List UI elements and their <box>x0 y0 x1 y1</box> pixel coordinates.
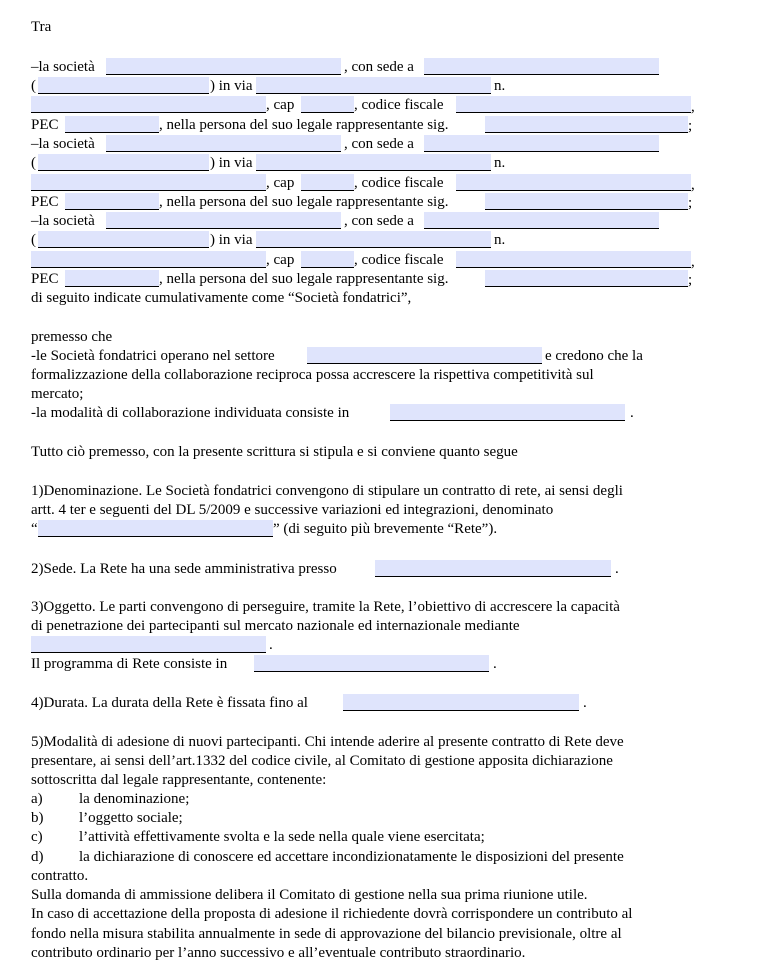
via-label: ) in via <box>210 78 253 94</box>
party-prefix: –la società <box>31 136 95 152</box>
tax-code-label: , codice fiscale <box>354 97 444 113</box>
number-label: n. <box>494 78 506 94</box>
period: . <box>583 695 587 711</box>
comma: , <box>691 99 695 115</box>
open-paren: ( <box>31 232 36 248</box>
cap-field[interactable] <box>301 96 354 113</box>
cap-label: , cap <box>266 252 295 268</box>
comma: , <box>691 254 695 270</box>
company-name-field[interactable] <box>106 58 341 75</box>
city-field[interactable] <box>424 135 659 152</box>
sede-label: , con sede a <box>344 213 414 229</box>
duration-date-field[interactable] <box>343 694 579 711</box>
city-field[interactable] <box>424 212 659 229</box>
programma-label: Il programma di Rete consiste in <box>31 656 228 672</box>
open-paren: ( <box>31 155 36 171</box>
number-label: n. <box>494 155 506 171</box>
semicolon: ; <box>688 118 693 134</box>
list-item-text: la denominazione; <box>79 791 190 807</box>
sector-field[interactable] <box>307 347 542 364</box>
cap-field[interactable] <box>301 174 354 191</box>
art2-text: 2)Sede. La Rete ha una sede amministrativa presso <box>31 561 337 577</box>
period: . <box>630 405 634 421</box>
list-item-text: la dichiarazione di conoscere ed accettare incondizionatamente le disposizioni del presente <box>79 849 624 865</box>
intro-text: Tra <box>31 19 52 35</box>
art5-line-2: presentare, ai sensi dell’art.1332 del codice civile, al Comitato di gestione apposita dichiarazione <box>31 753 613 769</box>
semicolon: ; <box>688 272 693 288</box>
premesso-line-2: formalizzazione della collaborazione reciproca possa accrescere la rispettiva competitività sul <box>31 367 594 383</box>
cap-label: , cap <box>266 175 295 191</box>
art3-line-1: 3)Oggetto. Le parti convengono di perseguire, tramite la Rete, l’obiettivo di accrescere la capacità <box>31 599 620 615</box>
via-label: ) in via <box>210 155 253 171</box>
street-number-field[interactable] <box>31 251 266 268</box>
list-item-text: l’oggetto sociale; <box>79 810 183 826</box>
pec-label: PEC <box>31 271 59 287</box>
premesso-heading: premesso che <box>31 329 113 345</box>
city-field[interactable] <box>424 58 659 75</box>
semicolon: ; <box>688 195 693 211</box>
number-label: n. <box>494 232 506 248</box>
art3-line-2: di penetrazione dei partecipanti sul mercato nazionale ed internazionale mediante <box>31 618 520 634</box>
tax-code-label: , codice fiscale <box>354 252 444 268</box>
period: . <box>493 656 497 672</box>
street-field[interactable] <box>256 154 491 171</box>
party-prefix: –la società <box>31 59 95 75</box>
pec-label: PEC <box>31 194 59 210</box>
street-number-field[interactable] <box>31 174 266 191</box>
period: . <box>269 637 273 653</box>
province-field[interactable] <box>38 77 209 94</box>
tax-code-label: , codice fiscale <box>354 175 444 191</box>
admin-office-field[interactable] <box>375 560 611 577</box>
settore-prefix: -le Società fondatrici operano nel settore <box>31 348 275 364</box>
pec-label: PEC <box>31 117 59 133</box>
accettazione-line-2: fondo nella misura stabilita annualmente in sede di approvazione del bilancio previsionale, oltre al <box>31 926 622 942</box>
domanda-text: Sulla domanda di ammissione delibera il Comitato di gestione nella sua prima riunione utile. <box>31 887 588 903</box>
via-label: ) in via <box>210 232 253 248</box>
program-field[interactable] <box>254 655 489 672</box>
province-field[interactable] <box>38 154 209 171</box>
tax-code-field[interactable] <box>456 174 691 191</box>
province-field[interactable] <box>38 231 209 248</box>
list-item-label: b) <box>31 810 44 826</box>
tax-code-field[interactable] <box>456 251 691 268</box>
representative-label: , nella persona del suo legale rappresentante sig. <box>159 194 449 210</box>
modalita-label: -la modalità di collaborazione individuata consiste in <box>31 405 350 421</box>
settore-suffix: e credono che la <box>545 348 643 364</box>
art1-close: ” (di seguito più brevemente “Rete”). <box>273 521 498 537</box>
collaboration-mode-field[interactable] <box>390 404 625 421</box>
representative-label: , nella persona del suo legale rappresentante sig. <box>159 271 449 287</box>
street-field[interactable] <box>256 231 491 248</box>
company-name-field[interactable] <box>106 135 341 152</box>
art1-line-2: artt. 4 ter e seguenti del DL 5/2009 e successive variazioni ed integrazioni, denominato <box>31 502 554 518</box>
societa-fondatrici-text: di seguito indicate cumulativamente come “Società fondatrici”, <box>31 290 412 306</box>
tutto-premesso-text: Tutto ciò premesso, con la presente scrittura si stipula e si conviene quanto segue <box>31 444 518 460</box>
network-name-field[interactable] <box>38 520 273 537</box>
premesso-line-3: mercato; <box>31 386 84 402</box>
open-paren: ( <box>31 78 36 94</box>
contratto-text: contratto. <box>31 868 89 884</box>
accettazione-line-3: contributo ordinario per l’anno successivo e all’eventuale contributo straordinario. <box>31 945 526 961</box>
art4-text: 4)Durata. La durata della Rete è fissata fino al <box>31 695 308 711</box>
period: . <box>615 561 619 577</box>
party-prefix: –la società <box>31 213 95 229</box>
representative-label: , nella persona del suo legale rappresentante sig. <box>159 117 449 133</box>
comma: , <box>691 177 695 193</box>
accettazione-line-1: In caso di accettazione della proposta di adesione il richiedente dovrà corrispondere un contributo al <box>31 906 633 922</box>
representative-field[interactable] <box>485 116 688 133</box>
art5-line-3: sottoscritta dal legale rappresentante, contenente: <box>31 772 327 788</box>
sede-label: , con sede a <box>344 59 414 75</box>
open-quote: “ <box>31 521 38 537</box>
art5-line-1: 5)Modalità di adesione di nuovi partecipanti. Chi intende aderire al presente contratto di Rete deve <box>31 734 624 750</box>
art1-line-1: 1)Denominazione. Le Società fondatrici convengono di stipulare un contratto di rete, ai sensi degli <box>31 483 623 499</box>
cap-label: , cap <box>266 97 295 113</box>
list-item-label: d) <box>31 849 44 865</box>
representative-field[interactable] <box>485 270 688 287</box>
company-name-field[interactable] <box>106 212 341 229</box>
tax-code-field[interactable] <box>456 96 691 113</box>
list-item-label: c) <box>31 829 43 845</box>
pec-field[interactable] <box>65 270 159 287</box>
objective-means-field[interactable] <box>31 636 266 653</box>
pec-field[interactable] <box>65 193 159 210</box>
street-field[interactable] <box>256 77 491 94</box>
pec-field[interactable] <box>65 116 159 133</box>
sede-label: , con sede a <box>344 136 414 152</box>
street-number-field[interactable] <box>31 96 266 113</box>
list-item-label: a) <box>31 791 43 807</box>
representative-field[interactable] <box>485 193 688 210</box>
list-item-text: l’attività effettivamente svolta e la sede nella quale viene esercitata; <box>79 829 485 845</box>
cap-field[interactable] <box>301 251 354 268</box>
